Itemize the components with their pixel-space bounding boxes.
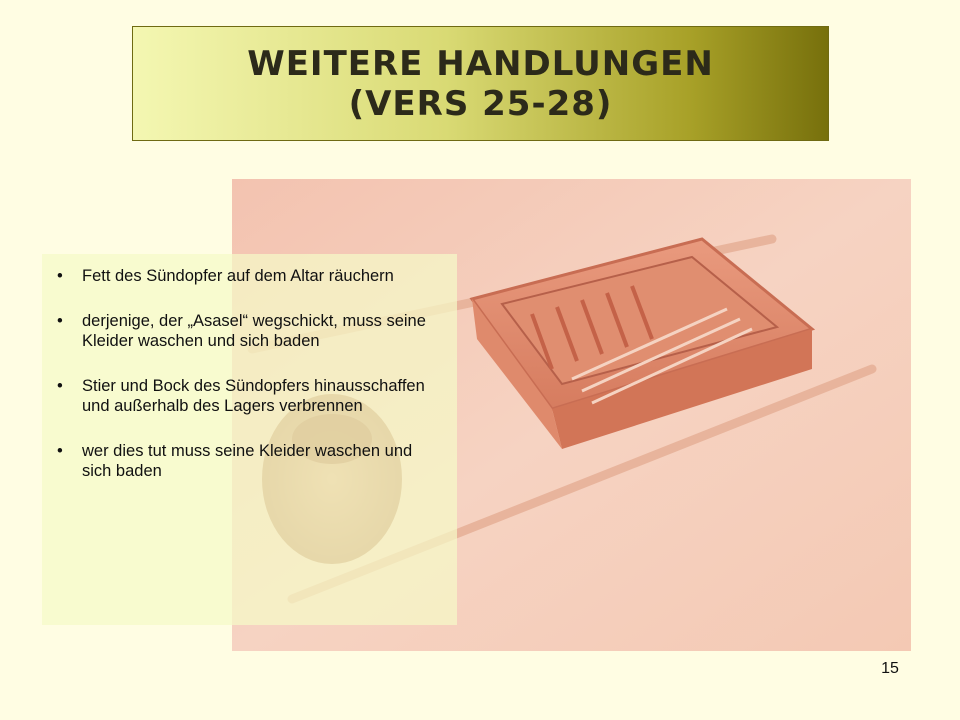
bullet-symbol: • — [57, 267, 63, 285]
bullet-text-panel — [42, 254, 457, 625]
bullet-symbol: • — [57, 312, 63, 330]
slide-title-box — [132, 26, 829, 141]
bullet-symbol: • — [57, 377, 63, 395]
bullet-list — [57, 266, 427, 481]
bullet-item — [57, 266, 427, 286]
bullet-text: Stier und Bock des Sündopfers hinausschaffen und außerhalb des Lagers verbrennen — [82, 377, 425, 415]
slide-title-line-2: (VERS 25-28) — [348, 83, 613, 124]
bullet-symbol: • — [57, 442, 63, 460]
bullet-text: Fett des Sündopfer auf dem Altar räuchern — [82, 267, 394, 285]
bullet-item — [57, 311, 427, 351]
bullet-item — [57, 441, 427, 481]
slide-title-line-1: WEITERE HANDLUNGEN — [247, 43, 714, 84]
page-number: 15 — [881, 660, 899, 677]
bullet-text: derjenige, der „Asasel“ wegschickt, muss seine Kleider waschen und sich baden — [82, 312, 426, 350]
bullet-item — [57, 376, 427, 416]
bullet-text: wer dies tut muss seine Kleider waschen und sich baden — [82, 442, 413, 480]
